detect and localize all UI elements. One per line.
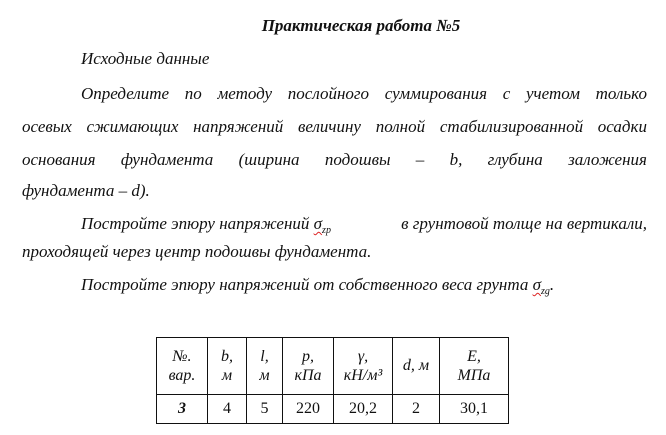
paragraph2-prefix: Постройте эпюру напряжений $\sigma_{zp}$ [81,214,331,236]
parameters-table [156,337,509,424]
section-heading: Исходные данные [81,49,210,68]
sigma-zg-symbol: $\sigma_{zg}$ [532,275,550,297]
header-d: d, м [393,338,440,395]
table-header-row [157,338,509,395]
cell-d: 2 [393,395,440,424]
cell-p: 220 [283,395,334,424]
cell-variant: 3 [157,395,208,424]
document-title: Практическая работа №5 [261,16,461,35]
sigma-zp-symbol: $\sigma_{zp}$ [313,214,331,236]
paragraph2-line2: проходящей через центр подошвы фундамента. [22,242,372,261]
paragraph2-line1: Постройте эпюру напряжений $\sigma_{zp}$ в грунтовой толще на вертикали, [81,214,647,236]
cell-e: 30,1 [440,395,509,424]
cell-b: 4 [208,395,247,424]
header-p: p, кПа [283,338,334,395]
cell-gamma: 20,2 [334,395,393,424]
table-row [157,395,509,424]
paragraph1-line1: Определите по методу послойного суммирования с учетом только [81,84,647,103]
paragraph1-line2: осевых сжимающих напряжений величину полной стабилизированной осадки [22,117,647,136]
header-e: E, МПа [440,338,509,395]
paragraph3-line: Постройте эпюру напряжений от собственного веса грунта $\sigma_{zg}$. [81,275,555,297]
header-gamma: γ, кН/м³ [334,338,393,395]
paragraph1-line4: фундамента – d). [22,181,150,200]
cell-l: 5 [247,395,283,424]
header-b: b, м [208,338,247,395]
header-variant: №. вар. [157,338,208,395]
paragraph1-line3: основания фундамента (ширина подошвы – b, глубина заложения [22,150,647,169]
header-l: l, м [247,338,283,395]
